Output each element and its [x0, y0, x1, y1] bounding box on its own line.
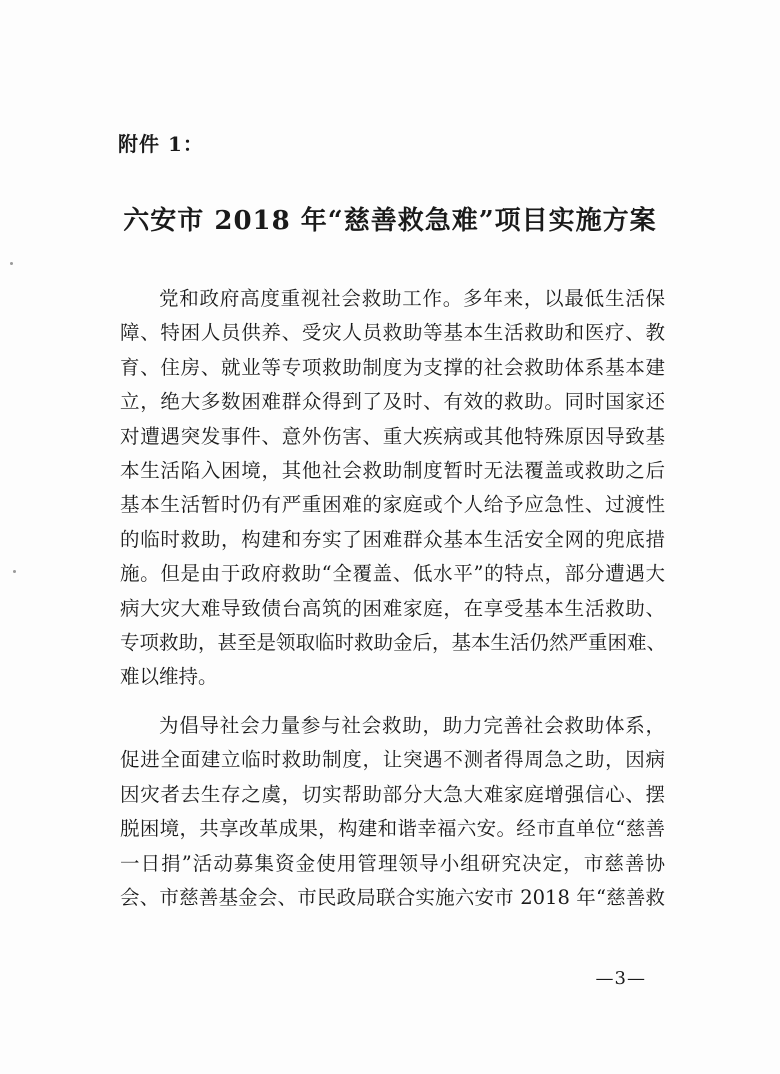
paragraph-1	[120, 282, 665, 695]
text-line: 因灾者去生存之虞，切实帮助部分大急大难家庭增强信心、摆	[120, 782, 665, 806]
scan-speck	[10, 262, 13, 265]
text-line: 立，绝大多数困难群众得到了及时、有效的救助。同时国家还	[120, 390, 665, 414]
scan-speck	[13, 570, 16, 573]
text-line: 会、市慈善基金会、市民政局联合实施六安市 2018 年“慈善救	[120, 885, 665, 909]
document-body	[120, 282, 665, 915]
paragraph-gap	[120, 695, 665, 709]
attachment-label: 附件 1：	[118, 132, 204, 156]
text-line: 的临时救助，构建和夯实了困难群众基本生活安全网的兜底措	[120, 527, 665, 551]
text-line: 施。但是由于政府救助“全覆盖、低水平”的特点，部分遭遇大	[120, 562, 665, 586]
document-title: 六安市 2018 年“慈善救急难”项目实施方案	[123, 206, 657, 236]
text-line: 病大灾大难导致债台高筑的困难家庭，在享受基本生活救助、	[120, 596, 665, 620]
paragraph-2	[120, 709, 665, 915]
text-line: 障、特困人员供养、受灾人员救助等基本生活救助和医疗、教	[120, 321, 665, 345]
page-number: —3—	[595, 968, 646, 989]
text-line: 难以维持。	[120, 665, 218, 689]
text-line: 育、住房、就业等专项救助制度为支撑的社会救助体系基本建	[120, 355, 665, 379]
text-line: 专项救助，甚至是领取临时救助金后，基本生活仍然严重困难、	[120, 631, 667, 655]
text-line: 本生活陷入困境，其他社会救助制度暂时无法覆盖或救助之后	[120, 459, 665, 483]
text-line: 为倡导社会力量参与社会救助，助力完善社会救助体系，	[159, 713, 665, 737]
text-line: 脱困境，共享改革成果，构建和谐幸福六安。经市直单位“慈善	[120, 817, 665, 841]
text-line: 对遭遇突发事件、意外伤害、重大疾病或其他特殊原因导致基	[120, 424, 665, 448]
text-line: 促进全面建立临时救助制度，让突遇不测者得周急之助，因病	[120, 748, 665, 772]
text-line: 党和政府高度重视社会救助工作。多年来，以最低生活保	[159, 287, 665, 310]
text-line: 一日捐”活动募集资金使用管理领导小组研究决定，市慈善协	[120, 851, 665, 875]
text-line: 基本生活暂时仍有严重困难的家庭或个人给予应急性、过渡性	[120, 493, 665, 517]
